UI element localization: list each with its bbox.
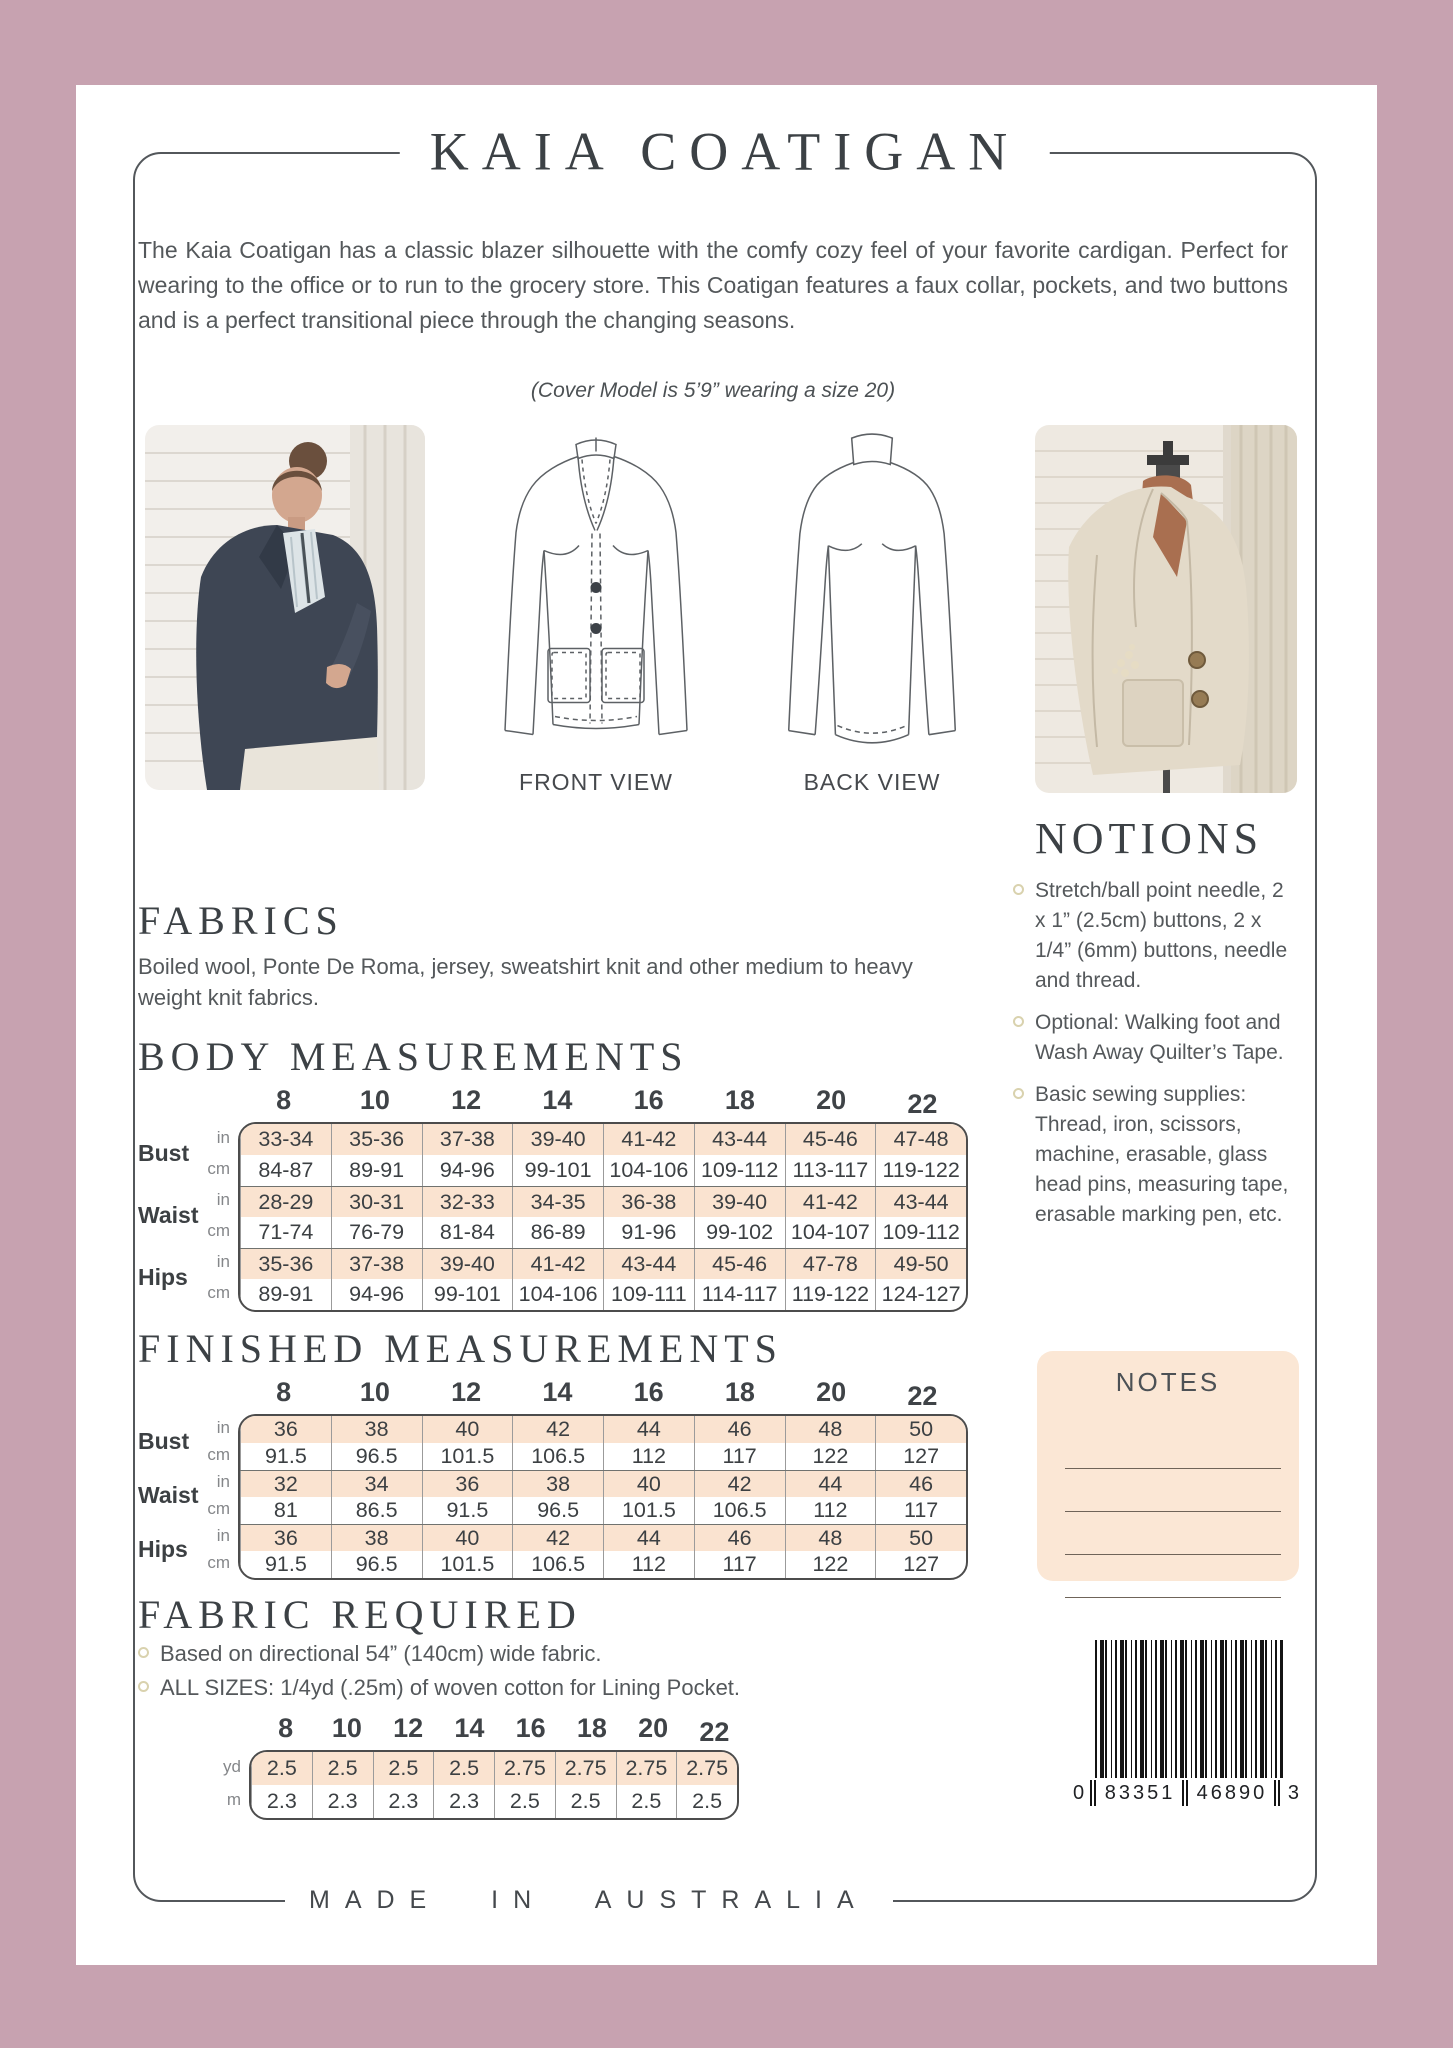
- size-header: 14: [542, 1085, 573, 1115]
- table-cell: 2.5: [251, 1752, 312, 1785]
- table-row: [240, 1155, 966, 1186]
- cover-model-photo-art: [145, 425, 425, 790]
- table-cell: 106.5: [512, 1443, 603, 1470]
- table-cell: 38: [331, 1525, 422, 1552]
- table-row: [240, 1470, 966, 1497]
- table-row: [240, 1443, 966, 1470]
- notions-heading: NOTIONS: [1035, 814, 1264, 863]
- table-cell: 39-40: [512, 1124, 603, 1155]
- size-header: 12: [451, 1085, 482, 1115]
- fabrics-heading: FABRICS: [138, 898, 344, 943]
- table-cell: 41-42: [785, 1187, 876, 1218]
- table-cell: 36-38: [603, 1187, 694, 1218]
- table-cell: 91.5: [240, 1551, 331, 1578]
- table-cell: 2.75: [676, 1752, 737, 1785]
- notes-writing-line: [1065, 1512, 1281, 1555]
- table-cell: 39-40: [422, 1249, 513, 1280]
- body-measurements-grid: [238, 1122, 968, 1312]
- unit-label: cm: [207, 1283, 230, 1302]
- fabric-required-note-text: Based on directional 54” (140cm) wide fabric.: [160, 1641, 602, 1666]
- fabric-required-grid: [249, 1750, 739, 1820]
- table-cell: 91.5: [422, 1497, 513, 1524]
- size-header: 8: [278, 1713, 294, 1743]
- fabric-required-notes: [160, 1637, 740, 1705]
- notes-writing-line: [1065, 1555, 1281, 1598]
- table-cell: 43-44: [875, 1187, 966, 1218]
- barcode-digit-left: 0: [1073, 1782, 1085, 1804]
- table-cell: 44: [785, 1471, 876, 1498]
- barcode-guard: [1274, 1780, 1282, 1806]
- table-row: [240, 1551, 966, 1578]
- unit-label: cm: [207, 1445, 230, 1464]
- bullet-ring-icon: [138, 1647, 149, 1658]
- size-header-row: [238, 1085, 968, 1119]
- finished-measurements-table: [138, 1377, 970, 1580]
- table-cell: 2.5: [494, 1785, 555, 1818]
- table-cell: 45-46: [785, 1124, 876, 1155]
- table-cell: 42: [512, 1416, 603, 1443]
- table-cell: 99-102: [694, 1217, 785, 1248]
- page-title: KAIA COATIGAN: [400, 121, 1050, 183]
- fabric-required-table: [211, 1713, 751, 1820]
- table-cell: 37-38: [422, 1124, 513, 1155]
- table-cell: 2.75: [494, 1752, 555, 1785]
- table-cell: 112: [785, 1497, 876, 1524]
- table-cell: 50: [875, 1525, 966, 1552]
- table-cell: 2.5: [312, 1752, 373, 1785]
- table-cell: 42: [694, 1471, 785, 1498]
- table-cell: 99-101: [422, 1279, 513, 1310]
- table-cell: 37-38: [331, 1249, 422, 1280]
- table-row: [240, 1497, 966, 1524]
- size-header: 14: [454, 1713, 485, 1743]
- notes-writing-line: [1065, 1426, 1281, 1469]
- size-header: 18: [724, 1085, 755, 1115]
- table-cell: 81: [240, 1497, 331, 1524]
- table-cell: 112: [603, 1551, 694, 1578]
- unit-label: in: [216, 1190, 230, 1209]
- front-view-label: FRONT VIEW: [519, 769, 673, 795]
- table-cell: 106.5: [694, 1497, 785, 1524]
- table-cell: 36: [240, 1525, 331, 1552]
- sheet: [76, 85, 1377, 1965]
- table-row: [240, 1524, 966, 1551]
- table-row: [251, 1785, 737, 1818]
- size-header: 16: [633, 1377, 664, 1407]
- table-cell: 33-34: [240, 1124, 331, 1155]
- unit-label: in: [216, 1418, 230, 1437]
- unit-label: cm: [207, 1221, 230, 1240]
- garment-detail-photo: [1035, 425, 1297, 793]
- size-header: 16: [633, 1085, 664, 1115]
- notes-lines: [1037, 1398, 1299, 1598]
- front-view-art: [476, 430, 716, 755]
- fabric-required-heading: FABRIC REQUIRED: [138, 1592, 582, 1637]
- table-cell: 101.5: [422, 1443, 513, 1470]
- table-cell: 122: [785, 1443, 876, 1470]
- unit-label: cm: [207, 1553, 230, 1572]
- table-cell: 32-33: [422, 1187, 513, 1218]
- front-view-drawing: [476, 430, 716, 755]
- table-cell: 36: [422, 1471, 513, 1498]
- table-cell: 2.75: [616, 1752, 677, 1785]
- table-cell: 91-96: [603, 1217, 694, 1248]
- notions-item-text: Basic sewing supplies: Thread, iron, scissors, machine, erasable, glass head pins, measuring tape, erasable marking pen, etc.: [1035, 1083, 1289, 1226]
- garment-detail-photo-art: [1035, 425, 1297, 793]
- size-header: 14: [542, 1377, 573, 1407]
- table-cell: 44: [603, 1416, 694, 1443]
- table-cell: 86-89: [512, 1217, 603, 1248]
- table-cell: 94-96: [422, 1155, 513, 1186]
- table-cell: 44: [603, 1525, 694, 1552]
- table-cell: 127: [875, 1443, 966, 1470]
- table-cell: 91.5: [240, 1443, 331, 1470]
- table-cell: 45-46: [694, 1249, 785, 1280]
- unit-label: in: [216, 1252, 230, 1271]
- table-row: [240, 1186, 966, 1217]
- table-row: [240, 1124, 966, 1155]
- table-cell: 124-127: [875, 1279, 966, 1310]
- table-cell: 40: [422, 1525, 513, 1552]
- table-cell: 117: [694, 1551, 785, 1578]
- measurement-label: Bust: [138, 1139, 190, 1166]
- bullet-ring-icon: [1013, 1016, 1024, 1027]
- table-cell: 39-40: [694, 1187, 785, 1218]
- notes-box: [1037, 1351, 1299, 1581]
- size-header: 12: [451, 1377, 482, 1407]
- unit-label: m: [226, 1790, 241, 1809]
- size-header: 8: [276, 1377, 292, 1407]
- table-cell: 119-122: [785, 1279, 876, 1310]
- table-cell: 122: [785, 1551, 876, 1578]
- cover-model-photo: [145, 425, 425, 790]
- table-cell: 46: [694, 1416, 785, 1443]
- fabric-required-note: [160, 1637, 740, 1671]
- table-cell: 96.5: [331, 1551, 422, 1578]
- made-in-australia-label: MADE IN AUSTRALIA: [285, 1886, 893, 1915]
- table-cell: 89-91: [240, 1279, 331, 1310]
- table-cell: 101.5: [603, 1497, 694, 1524]
- table-cell: 117: [694, 1443, 785, 1470]
- table-cell: 30-31: [331, 1187, 422, 1218]
- measurement-labels: [138, 1414, 200, 1580]
- table-cell: 2.3: [251, 1785, 312, 1818]
- cover-model-note: (Cover Model is 5’9” wearing a size 20): [530, 379, 896, 402]
- notes-writing-line: [1065, 1469, 1281, 1512]
- back-view-art: [752, 430, 992, 755]
- body-measurements-heading: BODY MEASUREMENTS: [138, 1034, 689, 1079]
- table-cell: 2.5: [616, 1785, 677, 1818]
- table-cell: 109-112: [694, 1155, 785, 1186]
- notes-heading: NOTES: [1115, 1367, 1221, 1397]
- table-row: [240, 1248, 966, 1279]
- table-cell: 2.5: [433, 1752, 494, 1785]
- table-cell: 43-44: [694, 1124, 785, 1155]
- size-header-row: [238, 1377, 968, 1411]
- table-cell: 101.5: [422, 1551, 513, 1578]
- table-cell: 38: [331, 1416, 422, 1443]
- table-cell: 41-42: [603, 1124, 694, 1155]
- table-cell: 36: [240, 1416, 331, 1443]
- size-header: 20: [816, 1085, 847, 1115]
- unit-label: in: [216, 1128, 230, 1147]
- size-header: 10: [359, 1085, 390, 1115]
- table-cell: 106.5: [512, 1551, 603, 1578]
- table-cell: 48: [785, 1525, 876, 1552]
- body-measurements-table: [138, 1085, 970, 1312]
- table-cell: 99-101: [512, 1155, 603, 1186]
- table-cell: 49-50: [875, 1249, 966, 1280]
- measurement-label: Hips: [138, 1263, 188, 1290]
- table-cell: 84-87: [240, 1155, 331, 1186]
- upc-barcode: [1073, 1640, 1299, 1806]
- barcode-group-1: 83351: [1104, 1782, 1176, 1804]
- table-cell: 40: [603, 1471, 694, 1498]
- table-cell: 104-106: [512, 1279, 603, 1310]
- size-header: 12: [393, 1713, 424, 1743]
- table-cell: 2.75: [555, 1752, 616, 1785]
- table-cell: 81-84: [422, 1217, 513, 1248]
- table-row: [240, 1416, 966, 1443]
- size-header: 22: [907, 1381, 938, 1411]
- size-header: 16: [515, 1713, 546, 1743]
- size-header-row: [255, 1713, 745, 1747]
- table-row: [240, 1279, 966, 1310]
- table-cell: 40: [422, 1416, 513, 1443]
- table-cell: 114-117: [694, 1279, 785, 1310]
- pattern-description: The Kaia Coatigan has a classic blazer silhouette with the comfy cozy feel of your favorite cardigan. Perfect for wearing to the office or to run to the grocery store. This Coatigan features a faux collar, pockets, and two buttons and is a perfect transitional piece through the changing seasons.: [138, 237, 1288, 333]
- unit-labels: [200, 1122, 238, 1312]
- table-cell: 94-96: [331, 1279, 422, 1310]
- table-cell: 104-106: [603, 1155, 694, 1186]
- back-view-label: BACK VIEW: [803, 769, 941, 795]
- fabrics-text: Boiled wool, Ponte De Roma, jersey, sweatshirt knit and other medium to heavy weight knit fabrics.: [138, 954, 913, 1010]
- table-cell: 2.5: [676, 1785, 737, 1818]
- table-cell: 2.3: [312, 1785, 373, 1818]
- size-header: 20: [638, 1713, 669, 1743]
- barcode-guard: [1090, 1780, 1098, 1806]
- table-cell: 2.3: [433, 1785, 494, 1818]
- size-header: 22: [907, 1089, 938, 1119]
- table-cell: 2.5: [373, 1752, 434, 1785]
- notions-item-text: Optional: Walking foot and Wash Away Quilter’s Tape.: [1035, 1011, 1284, 1064]
- table-row: [240, 1217, 966, 1248]
- table-cell: 32: [240, 1471, 331, 1498]
- table-cell: 109-112: [875, 1217, 966, 1248]
- table-cell: 113-117: [785, 1155, 876, 1186]
- size-header: 18: [576, 1713, 607, 1743]
- notions-item: [1035, 1008, 1297, 1068]
- table-cell: 34: [331, 1471, 422, 1498]
- table-cell: 127: [875, 1551, 966, 1578]
- table-cell: 2.5: [555, 1785, 616, 1818]
- table-cell: 41-42: [512, 1249, 603, 1280]
- back-view-drawing: [752, 430, 992, 755]
- finished-measurements-grid: [238, 1414, 968, 1580]
- unit-labels: [211, 1750, 249, 1820]
- table-row: [251, 1752, 737, 1785]
- fabric-required-note: [160, 1671, 740, 1705]
- size-header: 20: [816, 1377, 847, 1407]
- table-cell: 46: [694, 1525, 785, 1552]
- table-cell: 119-122: [875, 1155, 966, 1186]
- table-cell: 104-107: [785, 1217, 876, 1248]
- table-cell: 43-44: [603, 1249, 694, 1280]
- unit-label: in: [216, 1526, 230, 1545]
- unit-labels: [200, 1414, 238, 1580]
- measurement-label: Hips: [138, 1535, 188, 1562]
- table-cell: 50: [875, 1416, 966, 1443]
- bullet-ring-icon: [1013, 884, 1024, 895]
- table-cell: 46: [875, 1471, 966, 1498]
- barcode-guard: [1182, 1780, 1190, 1806]
- table-cell: 96.5: [331, 1443, 422, 1470]
- table-cell: 42: [512, 1525, 603, 1552]
- table-cell: 47-78: [785, 1249, 876, 1280]
- table-cell: 112: [603, 1443, 694, 1470]
- table-cell: 28-29: [240, 1187, 331, 1218]
- size-header: 10: [359, 1377, 390, 1407]
- unit-label: cm: [207, 1159, 230, 1178]
- barcode-digit-right: 3: [1287, 1782, 1299, 1804]
- size-header: 8: [276, 1085, 292, 1115]
- table-cell: 109-111: [603, 1279, 694, 1310]
- fabric-required-note-text: ALL SIZES: 1/4yd (.25m) of woven cotton for Lining Pocket.: [160, 1675, 741, 1700]
- table-cell: 34-35: [512, 1187, 603, 1218]
- table-cell: 35-36: [240, 1249, 331, 1280]
- unit-label: cm: [207, 1499, 230, 1518]
- notions-list: [1035, 876, 1297, 1230]
- table-cell: 89-91: [331, 1155, 422, 1186]
- barcode-bars: [1095, 1640, 1283, 1778]
- size-header: 18: [724, 1377, 755, 1407]
- size-header: 22: [699, 1717, 730, 1747]
- finished-measurements-heading: FINISHED MEASUREMENTS: [138, 1326, 783, 1371]
- table-cell: 47-48: [875, 1124, 966, 1155]
- measurement-labels: [138, 1122, 200, 1312]
- notions-section: [1035, 813, 1297, 1242]
- table-cell: 76-79: [331, 1217, 422, 1248]
- notions-item-text: Stretch/ball point needle, 2 x 1” (2.5cm) buttons, 2 x 1/4” (6mm) buttons, needle and thread.: [1035, 879, 1288, 992]
- notions-item: [1035, 876, 1297, 996]
- table-cell: 35-36: [331, 1124, 422, 1155]
- barcode-group-2: 46890: [1196, 1782, 1268, 1804]
- bullet-ring-icon: [138, 1681, 149, 1692]
- bullet-ring-icon: [1013, 1088, 1024, 1099]
- table-cell: 48: [785, 1416, 876, 1443]
- table-cell: 96.5: [512, 1497, 603, 1524]
- table-cell: 86.5: [331, 1497, 422, 1524]
- unit-label: yd: [223, 1757, 241, 1776]
- measurement-label: Bust: [138, 1427, 190, 1454]
- table-cell: 117: [875, 1497, 966, 1524]
- table-cell: 71-74: [240, 1217, 331, 1248]
- measurement-label: Waist: [138, 1201, 199, 1228]
- table-cell: 2.3: [373, 1785, 434, 1818]
- measurement-label: Waist: [138, 1481, 199, 1508]
- unit-label: in: [216, 1472, 230, 1491]
- table-cell: 38: [512, 1471, 603, 1498]
- notions-item: [1035, 1080, 1297, 1230]
- size-header: 10: [331, 1713, 362, 1743]
